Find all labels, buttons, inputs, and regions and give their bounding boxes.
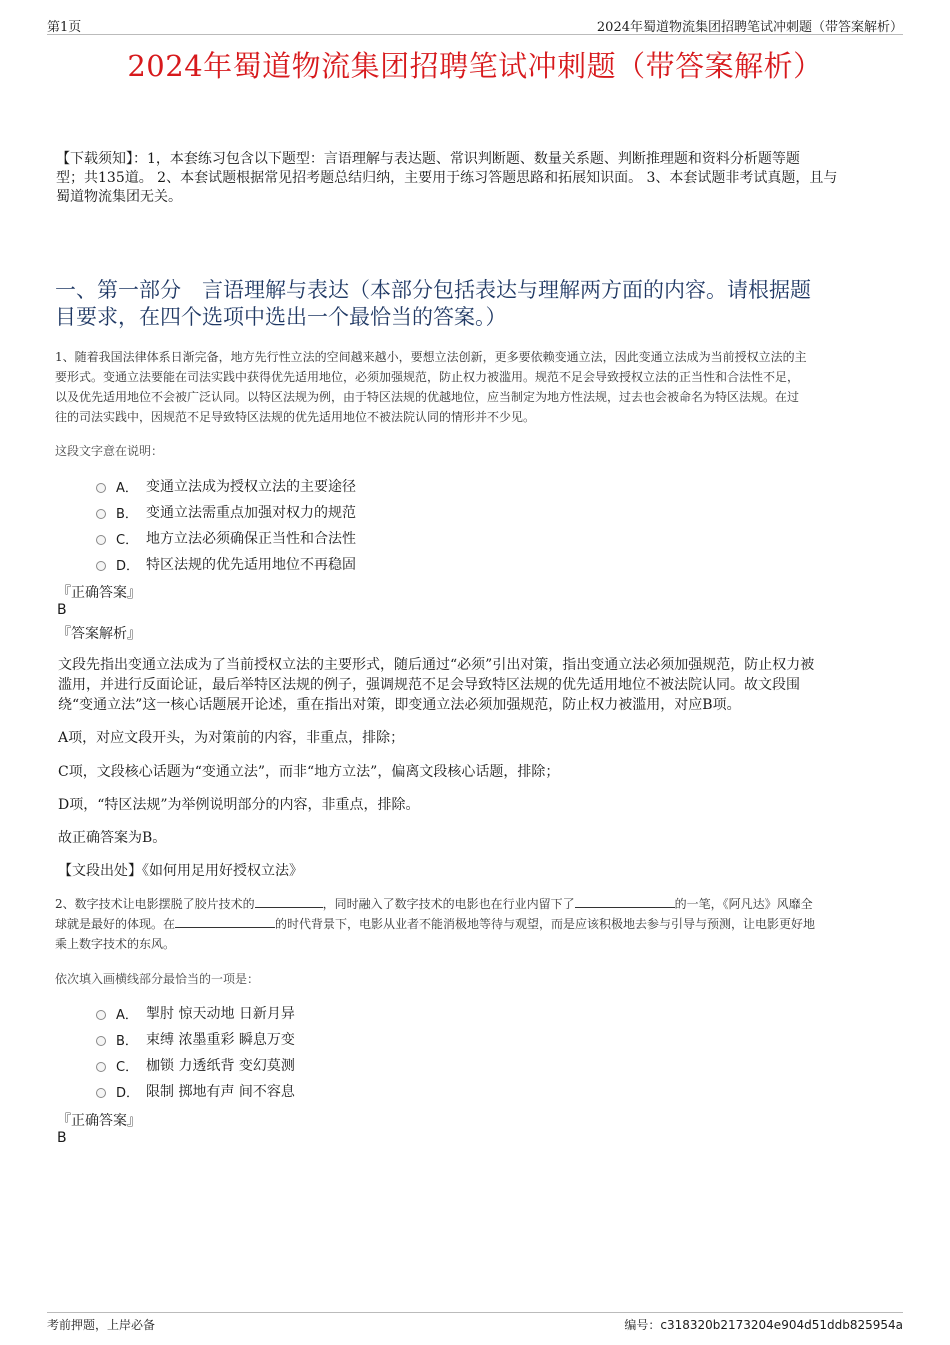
- question-1-conclusion: 故正确答案为B。: [58, 830, 167, 846]
- question-1-analysis-a: A项，对应文段开头，为对策前的内容，非重点，排除；: [58, 730, 405, 746]
- footer-slogan: 考前押题，上岸必备: [47, 1318, 156, 1332]
- page-number: 第1页: [47, 20, 82, 35]
- question-2-option-b[interactable]: B． 束缚 浓墨重彩 瞬息万变: [96, 1026, 295, 1052]
- document-title: 2024年蜀道物流集团招聘笔试冲刺题（带答案解析）: [127, 49, 823, 83]
- question-1-answer-label: 『正确答案』: [57, 585, 141, 601]
- section-heading: 一、第一部分 言语理解与表达（本部分包括表达与理解两方面的内容。请根据题 目要求，在四个选项中选出一个最恰当的答案。）: [55, 278, 811, 329]
- question-1-option-c[interactable]: C． 地方立法必须确保正当性和合法性: [96, 525, 356, 551]
- radio-button-icon[interactable]: [96, 1088, 106, 1098]
- radio-button-icon[interactable]: [96, 1062, 106, 1072]
- download-notice: 【下载须知】：1，本套练习包含以下题型：言语理解与表达题、常识判断题、数量关系题、判断推理题和资料分析题等题 型；共135道。 2、本套试题根据常见招考题总结归纳，主要用于练习答题思路和拓展知识面。 3、本套试题非考试真题，且与 蜀道物流集团无关。: [56, 151, 838, 205]
- question-2-prompt: 依次填入画横线部分最恰当的一项是：: [55, 972, 260, 986]
- question-1-source: 【文段出处】《如何用足用好授权立法》: [58, 863, 303, 879]
- footer-code: 编号：c318320b2173204e904d51ddb825954a: [624, 1318, 903, 1332]
- page-header: [47, 14, 903, 35]
- question-1-option-d[interactable]: D． 特区法规的优先适用地位不再稳固: [96, 551, 356, 577]
- question-1-analysis-c: C项，文段核心话题为“变通立法”，而非“地方立法”，偏离文段核心话题，排除；: [58, 764, 560, 780]
- question-1-stem: 1、随着我国法律体系日渐完备，地方先行性立法的空间越来越小，要想立法创新，更多要依赖变通立法，因此变通立法成为当前授权立法的主 要形式。变通立法要能在司法实践中获得优先适用地位，必须加强规范，防止权力被滥用。规范不足会导致授权立法的正当性和合法性不足， 以及优先适用地位不会被广泛认同。以特区法规为例，由于特区法规的优越地位，应当制定为地方性法规，过去也会被命名为特区法规。在过 往的司法实践中，因规范不足导致特区法规的优先适用地位不被法院认同的情形并不少见。: [55, 350, 807, 424]
- question-1-analysis: 文段先指出变通立法成为了当前授权立法的主要形式，随后通过“必须”引出对策，指出变通立法必须加强规范，防止权力被 滥用，并进行反面论证，最后举特区法规的例子，强调规范不足会导致特区法规的优先适用地位不被法院认同。故文段围 绕“变通立法”这一核心话题展开论述，重在指出对策，即变通立法必须加强规范，防止权力被滥用，对应B项。: [58, 657, 815, 713]
- radio-button-icon[interactable]: [96, 509, 106, 519]
- question-2-answer-label: 『正确答案』: [57, 1113, 141, 1129]
- fill-blank-3[interactable]: [175, 915, 275, 928]
- question-2-option-a[interactable]: A． 掣肘 惊天动地 日新月异: [96, 1000, 295, 1026]
- question-1-analysis-label: 『答案解析』: [57, 626, 141, 642]
- question-1-analysis-d: D项，“特区法规”为举例说明部分的内容，非重点，排除。: [58, 797, 420, 813]
- question-2-stem: 2、数字技术让电影摆脱了胶片技术的 ，同时融入了数字技术的电影也在行业内留下了 的一笔，《阿凡达》风靡全 球就是最好的体现。在 的时代背景下，电影从业者不能消极地等待与观望，而是应该积极地去参与引导与预测，让电影更好地 乘上数字技术的东风。: [55, 897, 816, 951]
- fill-blank-2[interactable]: [575, 895, 675, 908]
- fill-blank-1[interactable]: [255, 895, 323, 908]
- radio-button-icon[interactable]: [96, 1036, 106, 1046]
- question-1-answer: B: [57, 602, 67, 618]
- radio-button-icon[interactable]: [96, 561, 106, 571]
- question-1-prompt: 这段文字意在说明：: [55, 444, 164, 458]
- page-footer: [47, 1312, 903, 1333]
- question-2-options: [96, 1000, 295, 1104]
- question-2-option-d[interactable]: D． 限制 掷地有声 间不容息: [96, 1078, 295, 1104]
- header-doc-title: 2024年蜀道物流集团招聘笔试冲刺题（带答案解析）: [596, 20, 903, 35]
- question-1-option-b[interactable]: B． 变通立法需重点加强对权力的规范: [96, 499, 356, 525]
- question-1-options: [96, 473, 356, 577]
- question-1-option-a[interactable]: A． 变通立法成为授权立法的主要途径: [96, 473, 356, 499]
- radio-button-icon[interactable]: [96, 535, 106, 545]
- radio-button-icon[interactable]: [96, 483, 106, 493]
- question-2-option-c[interactable]: C． 枷锁 力透纸背 变幻莫测: [96, 1052, 295, 1078]
- question-2-answer: B: [57, 1130, 67, 1146]
- radio-button-icon[interactable]: [96, 1010, 106, 1020]
